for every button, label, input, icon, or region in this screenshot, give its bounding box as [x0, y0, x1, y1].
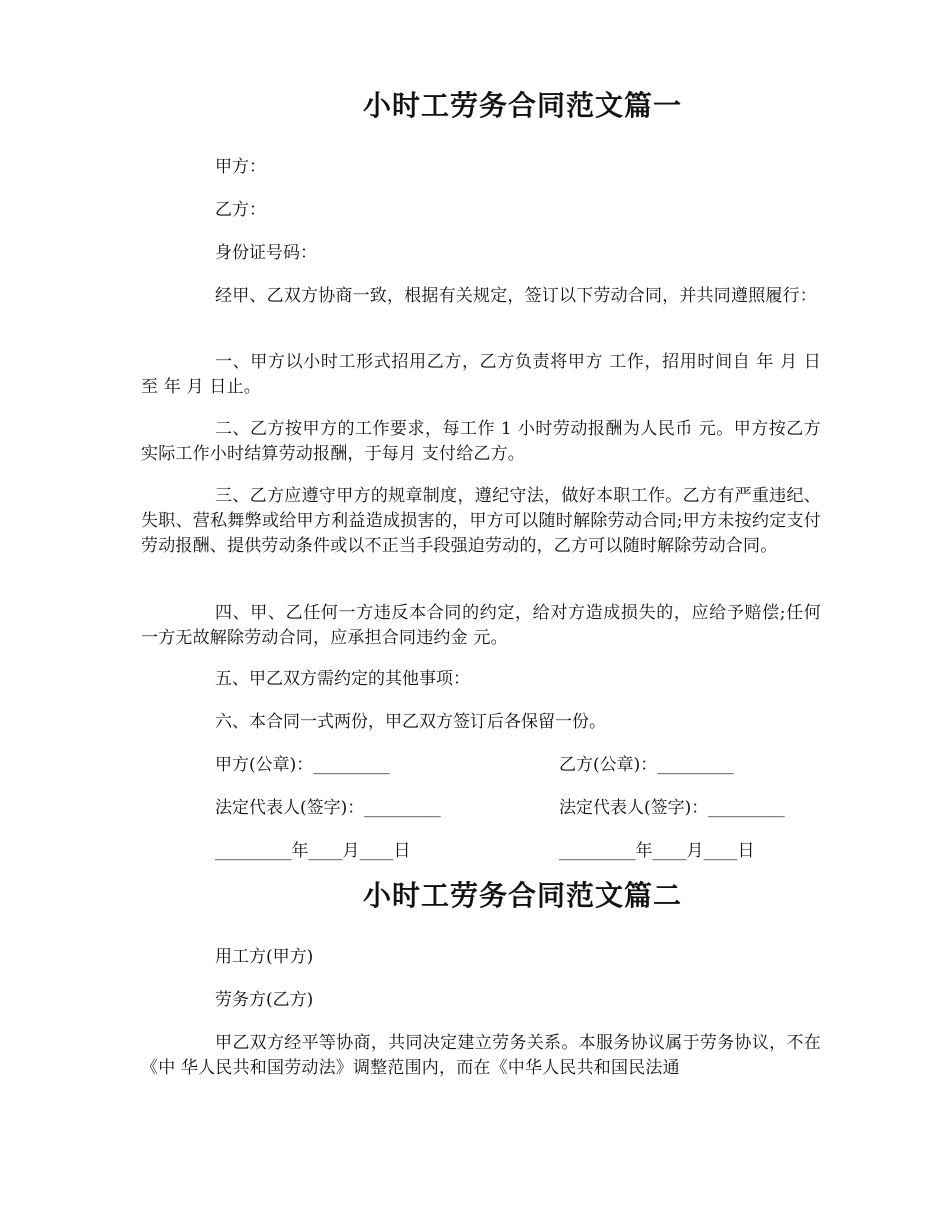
clause-1: 一、甲方以小时工形式招用乙方，乙方负责将甲方 工作，招用时间自 年 月 日至 年 月 日止。	[141, 352, 821, 397]
clause-4: 四、甲、乙任何一方违反本合同的约定，给对方造成损失的，应给予赔偿;任何一方无故解除劳动合同，应承担合同违约金 元。	[141, 603, 821, 648]
party-a-label: 甲方：	[215, 157, 266, 177]
party-a-date-line: _________年____月____日	[215, 841, 411, 861]
clause-5: 五、甲乙双方需约定的其他事项：	[215, 669, 470, 689]
party-b-representative-line: 法定代表人(签字)：_________	[559, 798, 785, 818]
clause-6: 六、本合同一式两份，甲乙双方签订后各保留一份。	[215, 712, 606, 732]
intro-paragraph: 经甲、乙双方协商一致，根据有关规定，签订以下劳动合同，并共同遵照履行：	[215, 286, 817, 306]
clause-3: 三、乙方应遵守甲方的规章制度，遵纪守法，做好本职工作。乙方有严重违纪、失职、营私舞弊或给甲方利益造成损害的，甲方可以随时解除劳动合同;甲方未按约定支付劳动报酬、提供劳动条件或以不正当手段强迫劳动的，乙方可以随时解除劳动合同。	[141, 486, 821, 556]
laborer-label: 劳务方(乙方)	[215, 990, 314, 1010]
document-title-1: 小时工劳务合同范文篇一	[362, 89, 682, 122]
party-a-seal-line: 甲方(公章)：_________	[215, 755, 390, 775]
party-b-seal-line: 乙方(公章)：_________	[559, 755, 734, 775]
party-b-label: 乙方：	[215, 200, 266, 220]
employer-label: 用工方(甲方)	[215, 947, 314, 967]
clause-2: 二、乙方按甲方的工作要求，每工作 1 小时劳动报酬为人民币 元。甲方按乙方实际工作小时结算劳动报酬，于每月 支付给乙方。	[141, 419, 821, 464]
party-a-representative-line: 法定代表人(签字)：_________	[215, 798, 441, 818]
doc2-intro-paragraph: 甲乙双方经平等协商，共同决定建立劳务关系。本服务协议属于劳务协议，不在《中 华人民共和国劳动法》调整范围内，而在《中华人民共和国民法通	[141, 1033, 821, 1078]
party-b-date-line: _________年____月____日	[559, 841, 755, 861]
id-number-label: 身份证号码：	[215, 243, 317, 263]
document-title-2: 小时工劳务合同范文篇二	[362, 879, 682, 912]
